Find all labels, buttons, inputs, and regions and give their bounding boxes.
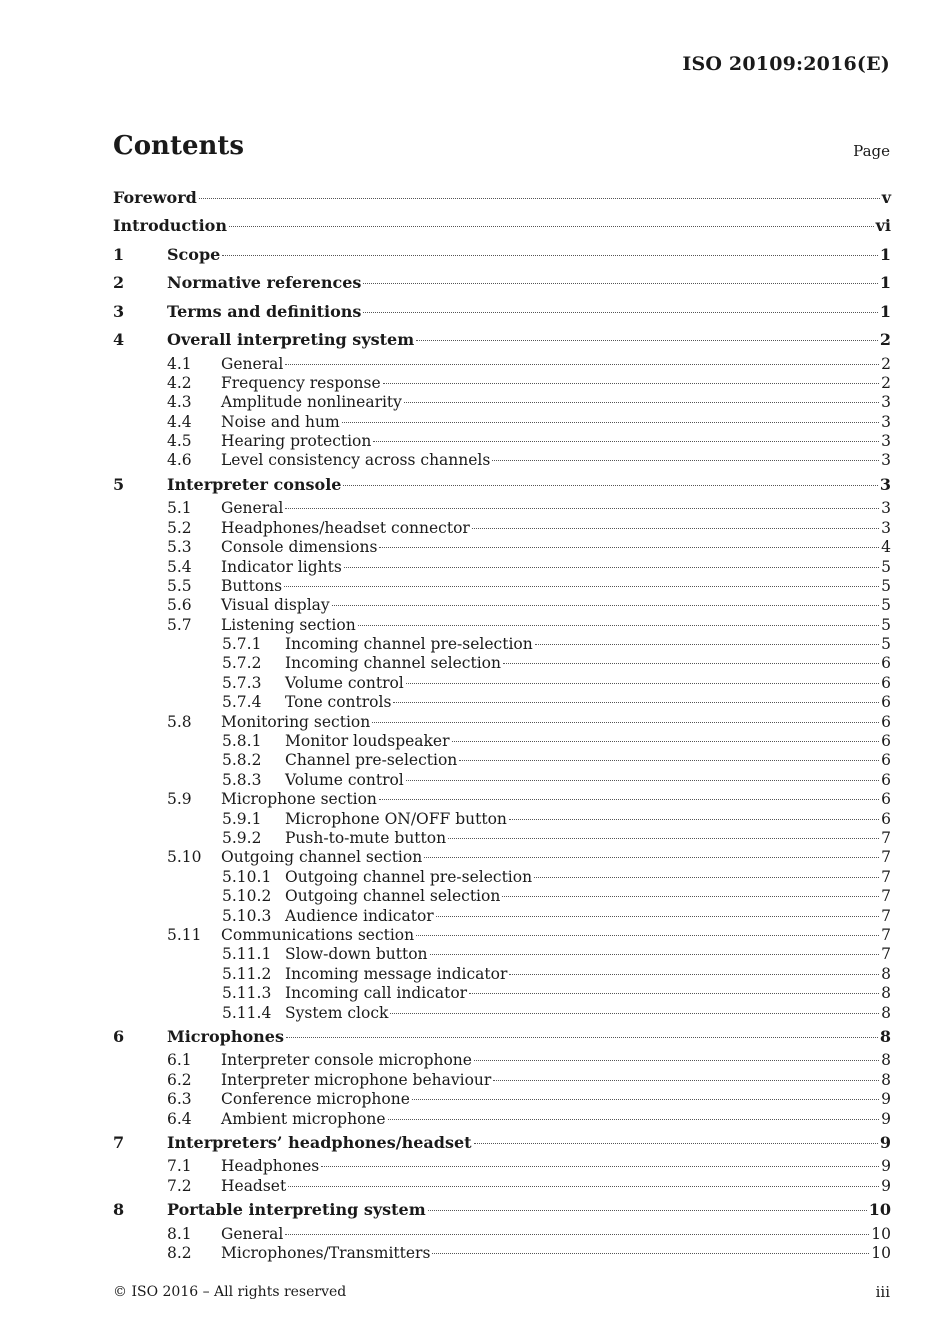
toc-entry-number: 4.2 (167, 373, 192, 392)
toc-entry-page: 3 (879, 474, 891, 494)
toc-dot-leader (412, 1099, 879, 1100)
toc-entry-page: 6 (881, 809, 891, 828)
toc-entry-title: General (221, 354, 284, 373)
toc-entry-title: Frequency response (221, 373, 381, 392)
toc-dot-leader (321, 1166, 879, 1167)
toc-entry-page: 7 (881, 828, 891, 847)
toc-entry-title: Normative references (167, 273, 362, 292)
toc-entry-title: Interpreter console microphone (221, 1051, 472, 1070)
toc-entry[interactable] (113, 1023, 891, 1052)
toc-entry-number: 5.10.3 (222, 906, 272, 925)
toc-entry[interactable] (113, 1129, 891, 1158)
toc-entry[interactable] (113, 790, 891, 809)
toc-entry-number: 5.7.2 (222, 654, 262, 673)
toc-entry[interactable] (113, 810, 891, 829)
toc-entry-page: 3 (881, 412, 891, 431)
toc-dot-leader (493, 1080, 879, 1081)
toc-entry-number: 4.4 (167, 412, 192, 431)
toc-entry-title: Noise and hum (221, 412, 340, 431)
toc-dot-leader (390, 1013, 879, 1014)
toc-entry-number: 5.8 (167, 712, 192, 731)
toc-entry-number: 5.4 (167, 557, 192, 576)
toc-entry-title: System clock (285, 1003, 389, 1022)
toc-entry-number: 5.8.1 (222, 732, 262, 751)
toc-entry-page: 1 (879, 301, 891, 321)
toc-entry-page: 9 (881, 1157, 891, 1176)
toc-entry[interactable] (113, 693, 891, 712)
toc-entry-number: 5.7.3 (222, 673, 262, 692)
toc-entry[interactable] (113, 1157, 891, 1176)
toc-entry-title: Overall interpreting system (167, 330, 415, 349)
toc-entry-number: 4.6 (167, 451, 192, 470)
toc-entry-page: 3 (881, 432, 891, 451)
toc-dot-leader (363, 283, 877, 284)
toc-entry-title: Microphones/Transmitters (221, 1244, 431, 1263)
toc-entry-title: Console dimensions (221, 538, 378, 557)
toc-entry-number: 5.2 (167, 518, 192, 537)
toc-entry-number: 5.9 (167, 790, 192, 809)
toc-dot-leader (363, 312, 877, 313)
toc-entry-page: 10 (868, 1200, 891, 1220)
toc-entry-title: Microphone ON/OFF button (285, 809, 507, 828)
toc-entry[interactable] (113, 732, 891, 751)
toc-dot-leader (432, 1253, 869, 1254)
toc-entry-number: 8.1 (167, 1224, 192, 1243)
toc-entry-number: 6.1 (167, 1051, 192, 1070)
toc-entry-page: v (881, 188, 891, 207)
toc-entry-title: Scope (167, 244, 221, 264)
toc-entry-title: Indicator lights (221, 557, 342, 576)
toc-entry[interactable] (113, 635, 891, 654)
toc-entry[interactable] (113, 298, 891, 327)
footer-page-number: iii (875, 1283, 890, 1301)
toc-entry[interactable] (113, 829, 891, 848)
toc-entry-number: 5.10 (167, 848, 202, 867)
toc-entry-page: 10 (871, 1224, 891, 1243)
toc-entry-number: 5.11.4 (222, 1003, 272, 1022)
toc-entry-number: 5.1 (167, 499, 192, 518)
toc-entry[interactable] (113, 926, 891, 945)
toc-entry[interactable] (113, 577, 891, 596)
toc-entry[interactable] (113, 868, 891, 887)
toc-dot-leader (286, 1037, 878, 1038)
toc-dot-leader (509, 974, 879, 975)
toc-entry-page: 8 (879, 1026, 891, 1046)
toc-entry-page: 7 (881, 848, 891, 867)
toc-entry-title: Incoming channel pre-selection (285, 635, 533, 654)
toc-entry[interactable] (113, 212, 891, 241)
toc-dot-leader (428, 1210, 867, 1211)
toc-entry-number: 5.6 (167, 596, 192, 615)
toc-entry-title: Tone controls (285, 693, 392, 712)
toc-entry[interactable] (113, 771, 891, 790)
toc-dot-leader (342, 422, 879, 423)
toc-entry-number: 2 (113, 273, 125, 292)
toc-dot-leader (406, 683, 879, 684)
toc-entry-title: Amplitude nonlinearity (221, 393, 402, 412)
toc-entry-page: 9 (881, 1109, 891, 1128)
toc-entry-title: Incoming channel selection (285, 654, 501, 673)
toc-dot-leader (383, 383, 879, 384)
toc-dot-leader (534, 877, 879, 878)
toc-entry[interactable] (113, 1196, 891, 1225)
toc-entry[interactable] (113, 432, 891, 451)
toc-dot-leader (436, 916, 879, 917)
toc-entry-title: Outgoing channel section (221, 848, 423, 867)
toc-entry[interactable] (113, 907, 891, 926)
toc-entry[interactable] (113, 393, 891, 412)
toc-entry[interactable] (113, 1244, 891, 1263)
toc-entry-number: 5.9.2 (222, 828, 262, 847)
toc-entry-number: 5.3 (167, 538, 192, 557)
toc-dot-leader (474, 1143, 878, 1144)
toc-entry[interactable] (113, 654, 891, 673)
toc-entry-page: 7 (881, 867, 891, 886)
toc-entry-page: 3 (881, 518, 891, 537)
toc-entry[interactable] (113, 674, 891, 693)
toc-entry-title: Communications section (221, 925, 415, 944)
toc-dot-leader (430, 954, 880, 955)
toc-entry-title: Interpreter microphone behaviour (221, 1070, 492, 1089)
toc-dot-leader (535, 644, 879, 645)
toc-entry-title: Microphones (167, 1026, 284, 1046)
toc-dot-leader (358, 625, 879, 626)
toc-dot-leader (344, 567, 879, 568)
toc-entry[interactable] (113, 713, 891, 732)
toc-entry-page: 9 (881, 1176, 891, 1195)
toc-entry-page: 1 (879, 273, 891, 292)
toc-entry[interactable] (113, 558, 891, 577)
toc-entry-title: General (221, 499, 284, 518)
toc-entry-page: 9 (879, 1132, 891, 1152)
toc-entry[interactable] (113, 887, 891, 906)
toc-entry-title: Listening section (221, 615, 356, 634)
toc-entry[interactable] (113, 965, 891, 984)
toc-entry-page: 3 (881, 451, 891, 470)
toc-dot-leader (416, 340, 878, 341)
toc-entry-number: 5.7.4 (222, 693, 262, 712)
toc-entry-page: 6 (881, 654, 891, 673)
toc-dot-leader (285, 364, 879, 365)
toc-entry[interactable] (113, 451, 891, 470)
toc-dot-leader (229, 226, 874, 227)
toc-entry[interactable] (113, 1225, 891, 1244)
toc-entry-page: 8 (881, 984, 891, 1003)
toc-entry-title: Audience indicator (285, 906, 434, 925)
toc-entry-page: 6 (881, 770, 891, 789)
toc-entry-number: 7 (113, 1132, 125, 1152)
toc-dot-leader (284, 586, 879, 587)
toc-entry-title: Ambient microphone (221, 1109, 386, 1128)
toc-entry-page: 5 (881, 615, 891, 634)
toc-entry-number: 5.10.1 (222, 867, 272, 886)
toc-entry-number: 3 (113, 301, 125, 321)
toc-entry-title: Monitor loudspeaker (285, 732, 450, 751)
toc-entry[interactable] (113, 519, 891, 538)
toc-entry-title: Monitoring section (221, 712, 371, 731)
toc-entry[interactable] (113, 1004, 891, 1023)
toc-entry-title: Portable interpreting system (167, 1200, 426, 1220)
toc-entry[interactable] (113, 269, 891, 298)
toc-entry-number: 6.2 (167, 1070, 192, 1089)
toc-entry-title: Buttons (221, 576, 283, 595)
toc-dot-leader (509, 819, 879, 820)
toc-dot-leader (492, 460, 879, 461)
toc-dot-leader (332, 605, 879, 606)
toc-entry-page: 2 (879, 330, 891, 349)
toc-entry-page: 7 (881, 945, 891, 964)
toc-entry-number: 5.8.3 (222, 770, 262, 789)
toc-entry-number: 5.11 (167, 925, 202, 944)
toc-entry-page: 7 (881, 925, 891, 944)
toc-entry-title: Hearing protection (221, 432, 372, 451)
toc-dot-leader (416, 935, 879, 936)
toc-entry-title: General (221, 1224, 284, 1243)
toc-entry[interactable] (113, 596, 891, 615)
toc-entry-page: 7 (881, 906, 891, 925)
toc-entry-number: 5.7.1 (222, 635, 262, 654)
toc-dot-leader (472, 528, 879, 529)
toc-entry[interactable] (113, 1090, 891, 1109)
toc-entry-page: 3 (881, 499, 891, 518)
toc-entry-title: Volume control (285, 673, 404, 692)
toc-entry-number: 4 (113, 330, 125, 349)
toc-entry-number: 5.11.1 (222, 945, 272, 964)
toc-entry-page: 6 (881, 673, 891, 692)
toc-entry-title: Headphones (221, 1157, 320, 1176)
toc-entry-page: 5 (881, 635, 891, 654)
toc-entry-title: Outgoing channel pre-selection (285, 867, 533, 886)
toc-dot-leader (373, 441, 879, 442)
toc-entry[interactable] (113, 499, 891, 518)
toc-entry-title: Introduction (113, 216, 227, 235)
toc-entry-title: Conference microphone (221, 1090, 410, 1109)
toc-entry[interactable] (113, 374, 891, 393)
toc-entry[interactable] (113, 471, 891, 500)
toc-entry[interactable] (113, 984, 891, 1003)
toc-entry[interactable] (113, 241, 891, 270)
toc-entry-number: 4.5 (167, 432, 192, 451)
toc-entry-number: 5.9.1 (222, 809, 262, 828)
toc-entry-title: Headset (221, 1176, 287, 1195)
toc-dot-leader (343, 485, 877, 486)
toc-entry-page: 8 (881, 1003, 891, 1022)
toc-dot-leader (474, 1060, 879, 1061)
toc-entry-page: 8 (881, 1051, 891, 1070)
contents-title: Contents (113, 131, 245, 161)
toc-dot-leader (199, 198, 880, 199)
toc-entry-title: Visual display (221, 596, 330, 615)
toc-entry-number: 5.11.2 (222, 964, 272, 983)
toc-entry-title: Volume control (285, 770, 404, 789)
toc-entry[interactable] (113, 1051, 891, 1070)
toc-dot-leader (379, 799, 879, 800)
toc-dot-leader (222, 255, 878, 256)
toc-entry-page: 5 (881, 576, 891, 595)
toc-entry-number: 5.10.2 (222, 887, 272, 906)
toc-entry-page: 9 (881, 1090, 891, 1109)
toc-entry[interactable] (113, 1071, 891, 1090)
toc-entry-title: Terms and definitions (167, 301, 362, 321)
page-column-label: Page (853, 142, 890, 160)
toc-entry-number: 1 (113, 244, 125, 264)
toc-entry-page: 8 (881, 1070, 891, 1089)
toc-entry-title: Interpreters’ headphones/headset (167, 1132, 472, 1152)
footer-copyright: © ISO 2016 – All rights reserved (113, 1284, 347, 1300)
toc-entry-page: 6 (881, 751, 891, 770)
toc-entry-page: 4 (881, 538, 891, 557)
toc-entry-page: 1 (879, 244, 891, 264)
toc-entry-title: Outgoing channel selection (285, 887, 501, 906)
table-of-contents (113, 184, 891, 1264)
toc-entry-page: 5 (881, 557, 891, 576)
toc-entry[interactable] (113, 1110, 891, 1129)
toc-dot-leader (452, 741, 880, 742)
toc-dot-leader (372, 722, 879, 723)
toc-entry-number: 5.5 (167, 576, 192, 595)
toc-entry-title: Interpreter console (167, 474, 342, 494)
toc-entry-page: 6 (881, 693, 891, 712)
toc-entry-page: 2 (881, 373, 891, 392)
toc-entry-page: 6 (881, 790, 891, 809)
toc-entry-page: vi (875, 216, 891, 235)
toc-entry-title: Headphones/headset connector (221, 518, 470, 537)
toc-dot-leader (503, 663, 879, 664)
toc-entry-number: 5.7 (167, 615, 192, 634)
toc-dot-leader (424, 857, 879, 858)
toc-entry-title: Foreword (113, 188, 197, 207)
toc-entry-page: 7 (881, 887, 891, 906)
toc-dot-leader (502, 896, 879, 897)
toc-dot-leader (448, 838, 879, 839)
toc-entry-title: Slow-down button (285, 945, 428, 964)
toc-entry-page: 10 (871, 1244, 891, 1263)
toc-dot-leader (379, 547, 879, 548)
toc-entry-number: 7.1 (167, 1157, 192, 1176)
toc-entry-number: 5 (113, 474, 125, 494)
toc-entry-page: 8 (881, 964, 891, 983)
toc-dot-leader (285, 1234, 869, 1235)
toc-entry-title: Channel pre-selection (285, 751, 458, 770)
toc-entry[interactable] (113, 1177, 891, 1196)
toc-entry[interactable] (113, 184, 891, 212)
toc-entry[interactable] (113, 945, 891, 964)
toc-entry-page: 6 (881, 712, 891, 731)
toc-entry-page: 6 (881, 732, 891, 751)
toc-entry-number: 8 (113, 1200, 125, 1220)
toc-dot-leader (393, 702, 879, 703)
toc-entry[interactable] (113, 538, 891, 557)
toc-dot-leader (469, 993, 879, 994)
toc-entry-title: Level consistency across channels (221, 451, 491, 470)
toc-entry-number: 6.3 (167, 1090, 192, 1109)
toc-entry-number: 6.4 (167, 1109, 192, 1128)
toc-entry-title: Microphone section (221, 790, 377, 809)
toc-entry[interactable] (113, 616, 891, 635)
toc-dot-leader (459, 760, 879, 761)
toc-entry-number: 5.8.2 (222, 751, 262, 770)
toc-entry-number: 5.11.3 (222, 984, 272, 1003)
toc-entry-page: 5 (881, 596, 891, 615)
toc-entry-title: Push-to-mute button (285, 828, 447, 847)
toc-entry[interactable] (113, 751, 891, 770)
toc-entry-number: 4.1 (167, 354, 192, 373)
toc-entry-number: 7.2 (167, 1176, 192, 1195)
toc-entry-title: Incoming message indicator (285, 964, 508, 983)
toc-dot-leader (388, 1119, 880, 1120)
toc-entry-page: 3 (881, 393, 891, 412)
standard-id: ISO 20109:2016(E) (682, 53, 890, 75)
toc-entry-number: 4.3 (167, 393, 192, 412)
toc-entry[interactable] (113, 848, 891, 867)
toc-entry-number: 8.2 (167, 1244, 192, 1263)
toc-dot-leader (404, 402, 879, 403)
toc-dot-leader (288, 1186, 879, 1187)
toc-entry[interactable] (113, 355, 891, 374)
toc-entry[interactable] (113, 326, 891, 355)
toc-entry-title: Incoming call indicator (285, 984, 468, 1003)
toc-entry-page: 2 (881, 354, 891, 373)
toc-dot-leader (285, 508, 879, 509)
toc-entry[interactable] (113, 413, 891, 432)
toc-dot-leader (406, 780, 879, 781)
toc-entry-number: 6 (113, 1026, 125, 1046)
